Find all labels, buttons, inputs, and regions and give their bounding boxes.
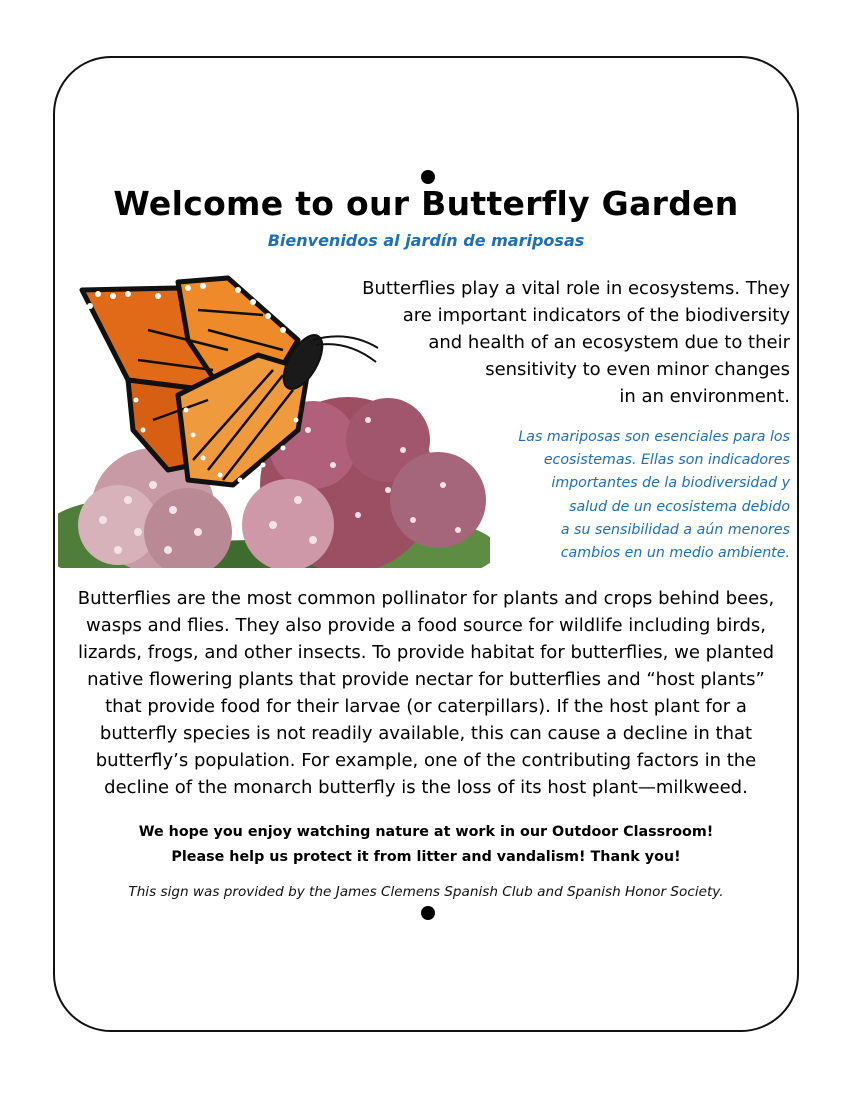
- intro-english-line: sensitivity to even minor changes: [485, 359, 790, 380]
- body-line: Butterflies are the most common pollinator for plants and crops behind bees,: [77, 588, 775, 609]
- mounting-hole-top: [421, 170, 435, 184]
- closing-line: We hope you enjoy watching nature at work in our Outdoor Classroom!: [138, 824, 714, 840]
- intro-spanish-line: a su sensibilidad a aún menores: [560, 521, 790, 538]
- page-subtitle: Bienvenidos al jardín de mariposas: [267, 231, 585, 250]
- page-title: Welcome to our Butterfly Garden: [113, 184, 739, 223]
- body-line: native flowering plants that provide nectar for butterflies and “host plants”: [87, 669, 765, 690]
- closing-message: [53, 820, 799, 870]
- intro-english-line: in an environment.: [619, 386, 790, 407]
- mounting-hole-bottom: [421, 906, 435, 920]
- intro-spanish-line: ecosistemas. Ellas son indicadores: [543, 452, 790, 469]
- body-line: wasps and flies. They also provide a food source for wildlife including birds,: [85, 615, 767, 636]
- body-line: decline of the monarch butterfly is the loss of its host plant—milkweed.: [104, 777, 748, 798]
- intro-spanish-line: cambios en un medio ambiente.: [560, 545, 790, 562]
- body-line: butterfly’s population. For example, one of the contributing factors in the: [95, 750, 757, 771]
- intro-english-line: Butterflies play a vital role in ecosystems. They: [362, 278, 790, 299]
- intro-spanish: [490, 426, 790, 565]
- credit-line: This sign was provided by the James Clemens Spanish Club and Spanish Honor Society.: [128, 884, 724, 900]
- body-line: butterfly species is not readily available, this can cause a decline in that: [99, 723, 753, 744]
- intro-english-line: are important indicators of the biodiversity: [402, 305, 790, 326]
- body-line: lizards, frogs, and other insects. To provide habitat for butterflies, we planted: [77, 642, 775, 663]
- intro-spanish-line: salud de un ecosistema debido: [569, 498, 790, 515]
- intro-spanish-line: importantes de la biodiversidad y: [551, 475, 790, 492]
- intro-english: [330, 275, 790, 410]
- body-paragraph: [56, 585, 796, 801]
- intro-english-line: and health of an ecosystem due to their: [428, 332, 790, 353]
- closing-line: Please help us protect it from litter and vandalism! Thank you!: [171, 849, 681, 865]
- intro-spanish-line: Las mariposas son esenciales para los: [518, 429, 790, 445]
- body-line: that provide food for their larvae (or caterpillars). If the host plant for a: [105, 696, 747, 717]
